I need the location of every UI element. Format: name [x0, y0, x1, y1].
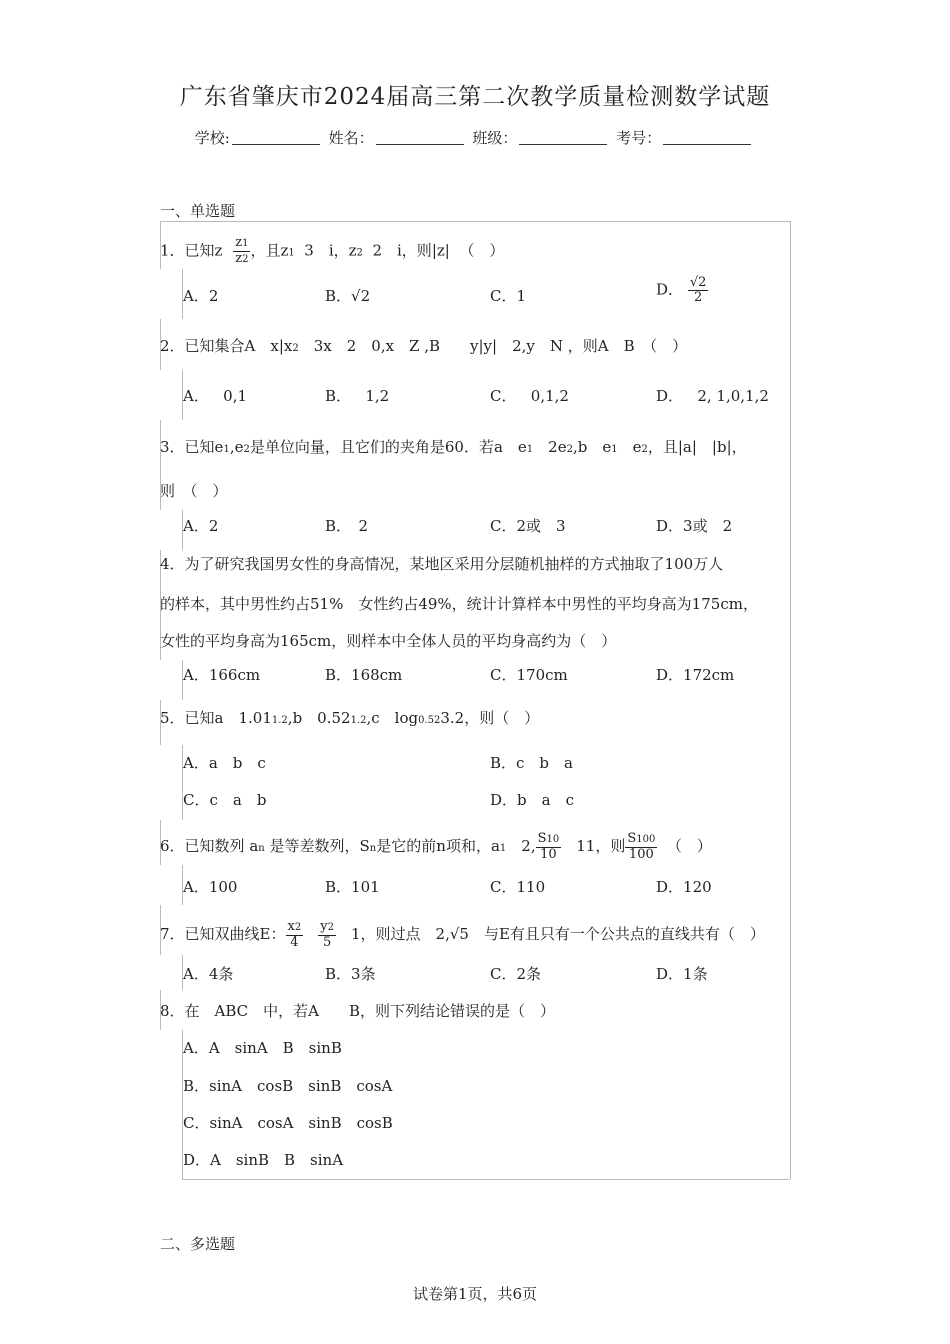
- option-6c: C．110: [490, 878, 546, 896]
- option-1d: D． $\frac{√2}{2}$: [656, 275, 707, 305]
- option-7b: B．3条: [325, 965, 376, 983]
- question-8-stem: 8．在 ABC 中，若A B，则下列结论错误的是（ ）: [160, 1002, 556, 1020]
- option-1b: B．√2: [325, 287, 371, 305]
- option-1c: C．1: [490, 287, 527, 305]
- student-info-line: [0, 127, 950, 148]
- option-5a: A．a b c: [183, 754, 266, 772]
- class-blank: [519, 130, 607, 145]
- option-6a: A．100: [183, 878, 238, 896]
- school-label: 学校:: [194, 129, 230, 147]
- option-2b: B． 1,2: [325, 387, 390, 405]
- name-label: 姓名：: [328, 129, 374, 147]
- exam-no-label: 考号：: [616, 129, 662, 147]
- option-6d: D．120: [656, 878, 712, 896]
- option-5c: C．c a b: [183, 791, 267, 809]
- option-5b: B．c b a: [490, 754, 573, 772]
- question-6-stem: 6．已知数列 an 是等差数列，Sn是它的前n项和，a1 2, $\frac{S10}{10}$ 11，则 $\frac{S100}{100}$ （ ）: [160, 831, 712, 862]
- option-7d: D．1条: [656, 965, 708, 983]
- question-1-stem: 1．已知z $\frac{z1}{z2}$ ，且z1 3 i，z2 2 i，则|z| （ ）: [160, 235, 505, 266]
- question-2-stem: 2．已知集合A x|x2 3x 2 0,x Z ,B y|y| 2,y N ，则A B （ ）: [160, 337, 688, 355]
- option-3a: A．2: [183, 517, 219, 535]
- option-3b: B． 2: [325, 517, 369, 535]
- option-7c: C．2条: [490, 965, 542, 983]
- question-4-stem-line3: 女性的平均身高为165cm，则样本中全体人员的平均身高约为（ ）: [160, 632, 617, 650]
- page-title: 广东省肇庆市2024届高三第二次教学质量检测数学试题: [179, 84, 771, 110]
- option-8b: B．sinA cosB sinB cosA: [183, 1077, 393, 1095]
- box-bottom-border: [182, 1179, 790, 1180]
- option-2a: A． 0,1: [183, 387, 248, 405]
- option-8a: A．A sinA B sinB: [183, 1039, 342, 1057]
- question-3-stem: 3．已知e1,e2是单位向量，且它们的夹角是60．若a e1 2e2,b e1 e2，且|a| |b|，: [160, 438, 747, 456]
- question-4-stem-line2: 的样本，其中男性约占51% 女性约占49%，统计计算样本中男性的平均身高为175cm，: [160, 595, 758, 613]
- option-3c: C．2或 3: [490, 517, 566, 535]
- section-heading-single-choice: 一、单选题: [160, 202, 236, 220]
- question-5-stem: 5．已知a 1.011.2,b 0.521.2,c log0.523.2，则（ ）: [160, 709, 540, 727]
- option-3d: D．3或 2: [656, 517, 733, 535]
- question-3-stem-line2: 则 （ ）: [160, 482, 228, 500]
- option-7a: A．4条: [183, 965, 234, 983]
- page-footer: 试卷第1页，共6页: [412, 1285, 538, 1303]
- option-6b: B．101: [325, 878, 380, 896]
- option-4a: A．166cm: [183, 666, 261, 684]
- option-2c: C． 0,1,2: [490, 387, 569, 405]
- option-4b: B．168cm: [325, 666, 403, 684]
- option-1a: A．2: [183, 287, 219, 305]
- option-5d: D．b a c: [490, 791, 574, 809]
- option-8d: D．A sinB B sinA: [183, 1151, 344, 1169]
- option-4d: D．172cm: [656, 666, 735, 684]
- question-7-stem: 7．已知双曲线E： $\frac{x2}{4}$ $\frac{y2}{5}$ 1，则过点 2,√5 与E有且只有一个公共点的直线共有（ ）: [160, 919, 765, 950]
- option-2d: D． 2, 1,0,1,2: [656, 387, 769, 405]
- question-4-stem-line1: 4．为了研究我国男女性的身高情况，某地区采用分层随机抽样的方式抽取了100万人: [160, 555, 724, 573]
- class-label: 班级：: [472, 129, 518, 147]
- option-4c: C．170cm: [490, 666, 568, 684]
- box-top-border: [160, 221, 790, 222]
- option-8c: C．sinA cosA sinB cosB: [183, 1114, 393, 1132]
- name-blank: [376, 130, 464, 145]
- box-right-border: [790, 221, 791, 1179]
- school-blank: [232, 130, 320, 145]
- section-heading-multiple-choice: 二、多选题: [160, 1235, 236, 1253]
- exam-no-blank: [663, 130, 751, 145]
